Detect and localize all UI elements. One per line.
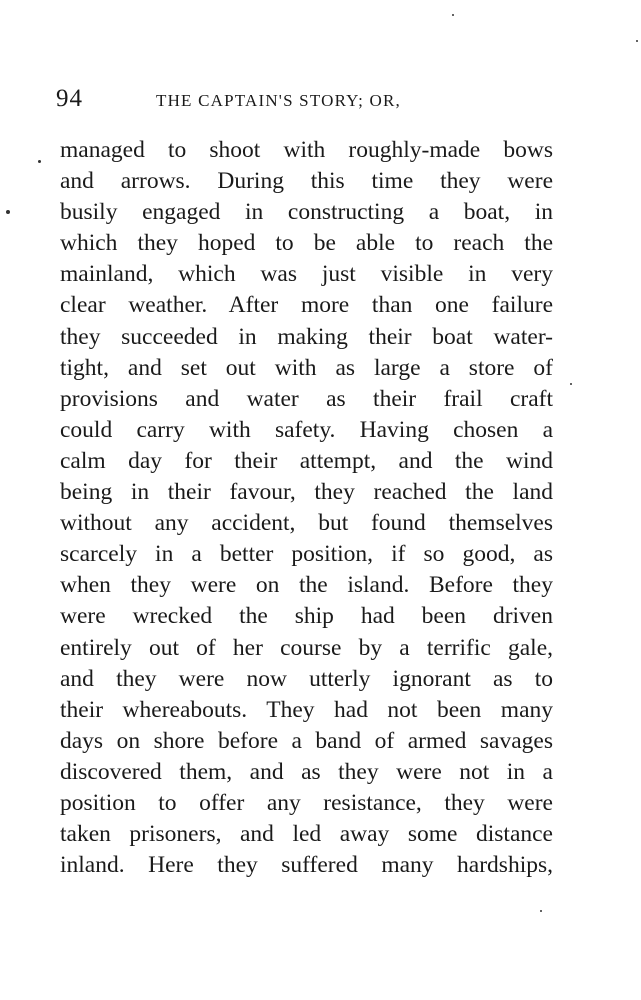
text-line: scarcely in a better position, if so good, as xyxy=(60,541,553,568)
scan-speck xyxy=(636,40,638,42)
text-line: tight, and set out with as large a store of xyxy=(60,354,553,381)
running-head: THE CAPTAIN'S STORY; OR, xyxy=(156,91,401,110)
text-line: they succeeded in making their boat water- xyxy=(60,323,553,350)
text-line: without any accident, but found themselves xyxy=(60,510,553,537)
text-line: inland. Here they suffered many hardships, xyxy=(60,852,553,879)
text-line: and arrows. During this time they were xyxy=(60,168,553,195)
page-header xyxy=(56,82,576,122)
scan-speck xyxy=(570,383,572,385)
text-line: days on shore before a band of armed savages xyxy=(60,727,553,754)
page-number: 94 xyxy=(56,85,83,112)
scan-speck xyxy=(540,910,542,912)
text-line: could carry with safety. Having chosen a xyxy=(60,416,553,443)
text-line: and they were now utterly ignorant as to xyxy=(60,665,553,692)
scan-speck xyxy=(6,210,10,214)
text-line: entirely out of her course by a terrific gale, xyxy=(60,634,553,661)
text-line: being in their favour, they reached the land xyxy=(60,479,553,506)
text-line: which they hoped to be able to reach the xyxy=(60,230,553,257)
body-text xyxy=(60,135,553,881)
text-line: discovered them, and as they were not in a xyxy=(60,758,553,785)
text-line: taken prisoners, and led away some distance xyxy=(60,821,553,848)
text-line: managed to shoot with roughly-made bows xyxy=(60,137,553,163)
text-line: position to offer any resistance, they were xyxy=(60,789,553,816)
text-line: when they were on the island. Before they xyxy=(60,572,553,599)
scan-speck xyxy=(38,160,41,163)
text-line: their whereabouts. They had not been many xyxy=(60,696,553,723)
text-line: provisions and water as their frail craft xyxy=(60,385,553,412)
text-line: busily engaged in constructing a boat, in xyxy=(60,199,553,226)
text-line: mainland, which was just visible in very xyxy=(60,261,553,288)
text-line: clear weather. After more than one failure xyxy=(60,292,553,319)
text-line: calm day for their attempt, and the wind xyxy=(60,447,553,474)
scan-speck xyxy=(452,14,454,16)
text-line: were wrecked the ship had been driven xyxy=(60,603,553,630)
